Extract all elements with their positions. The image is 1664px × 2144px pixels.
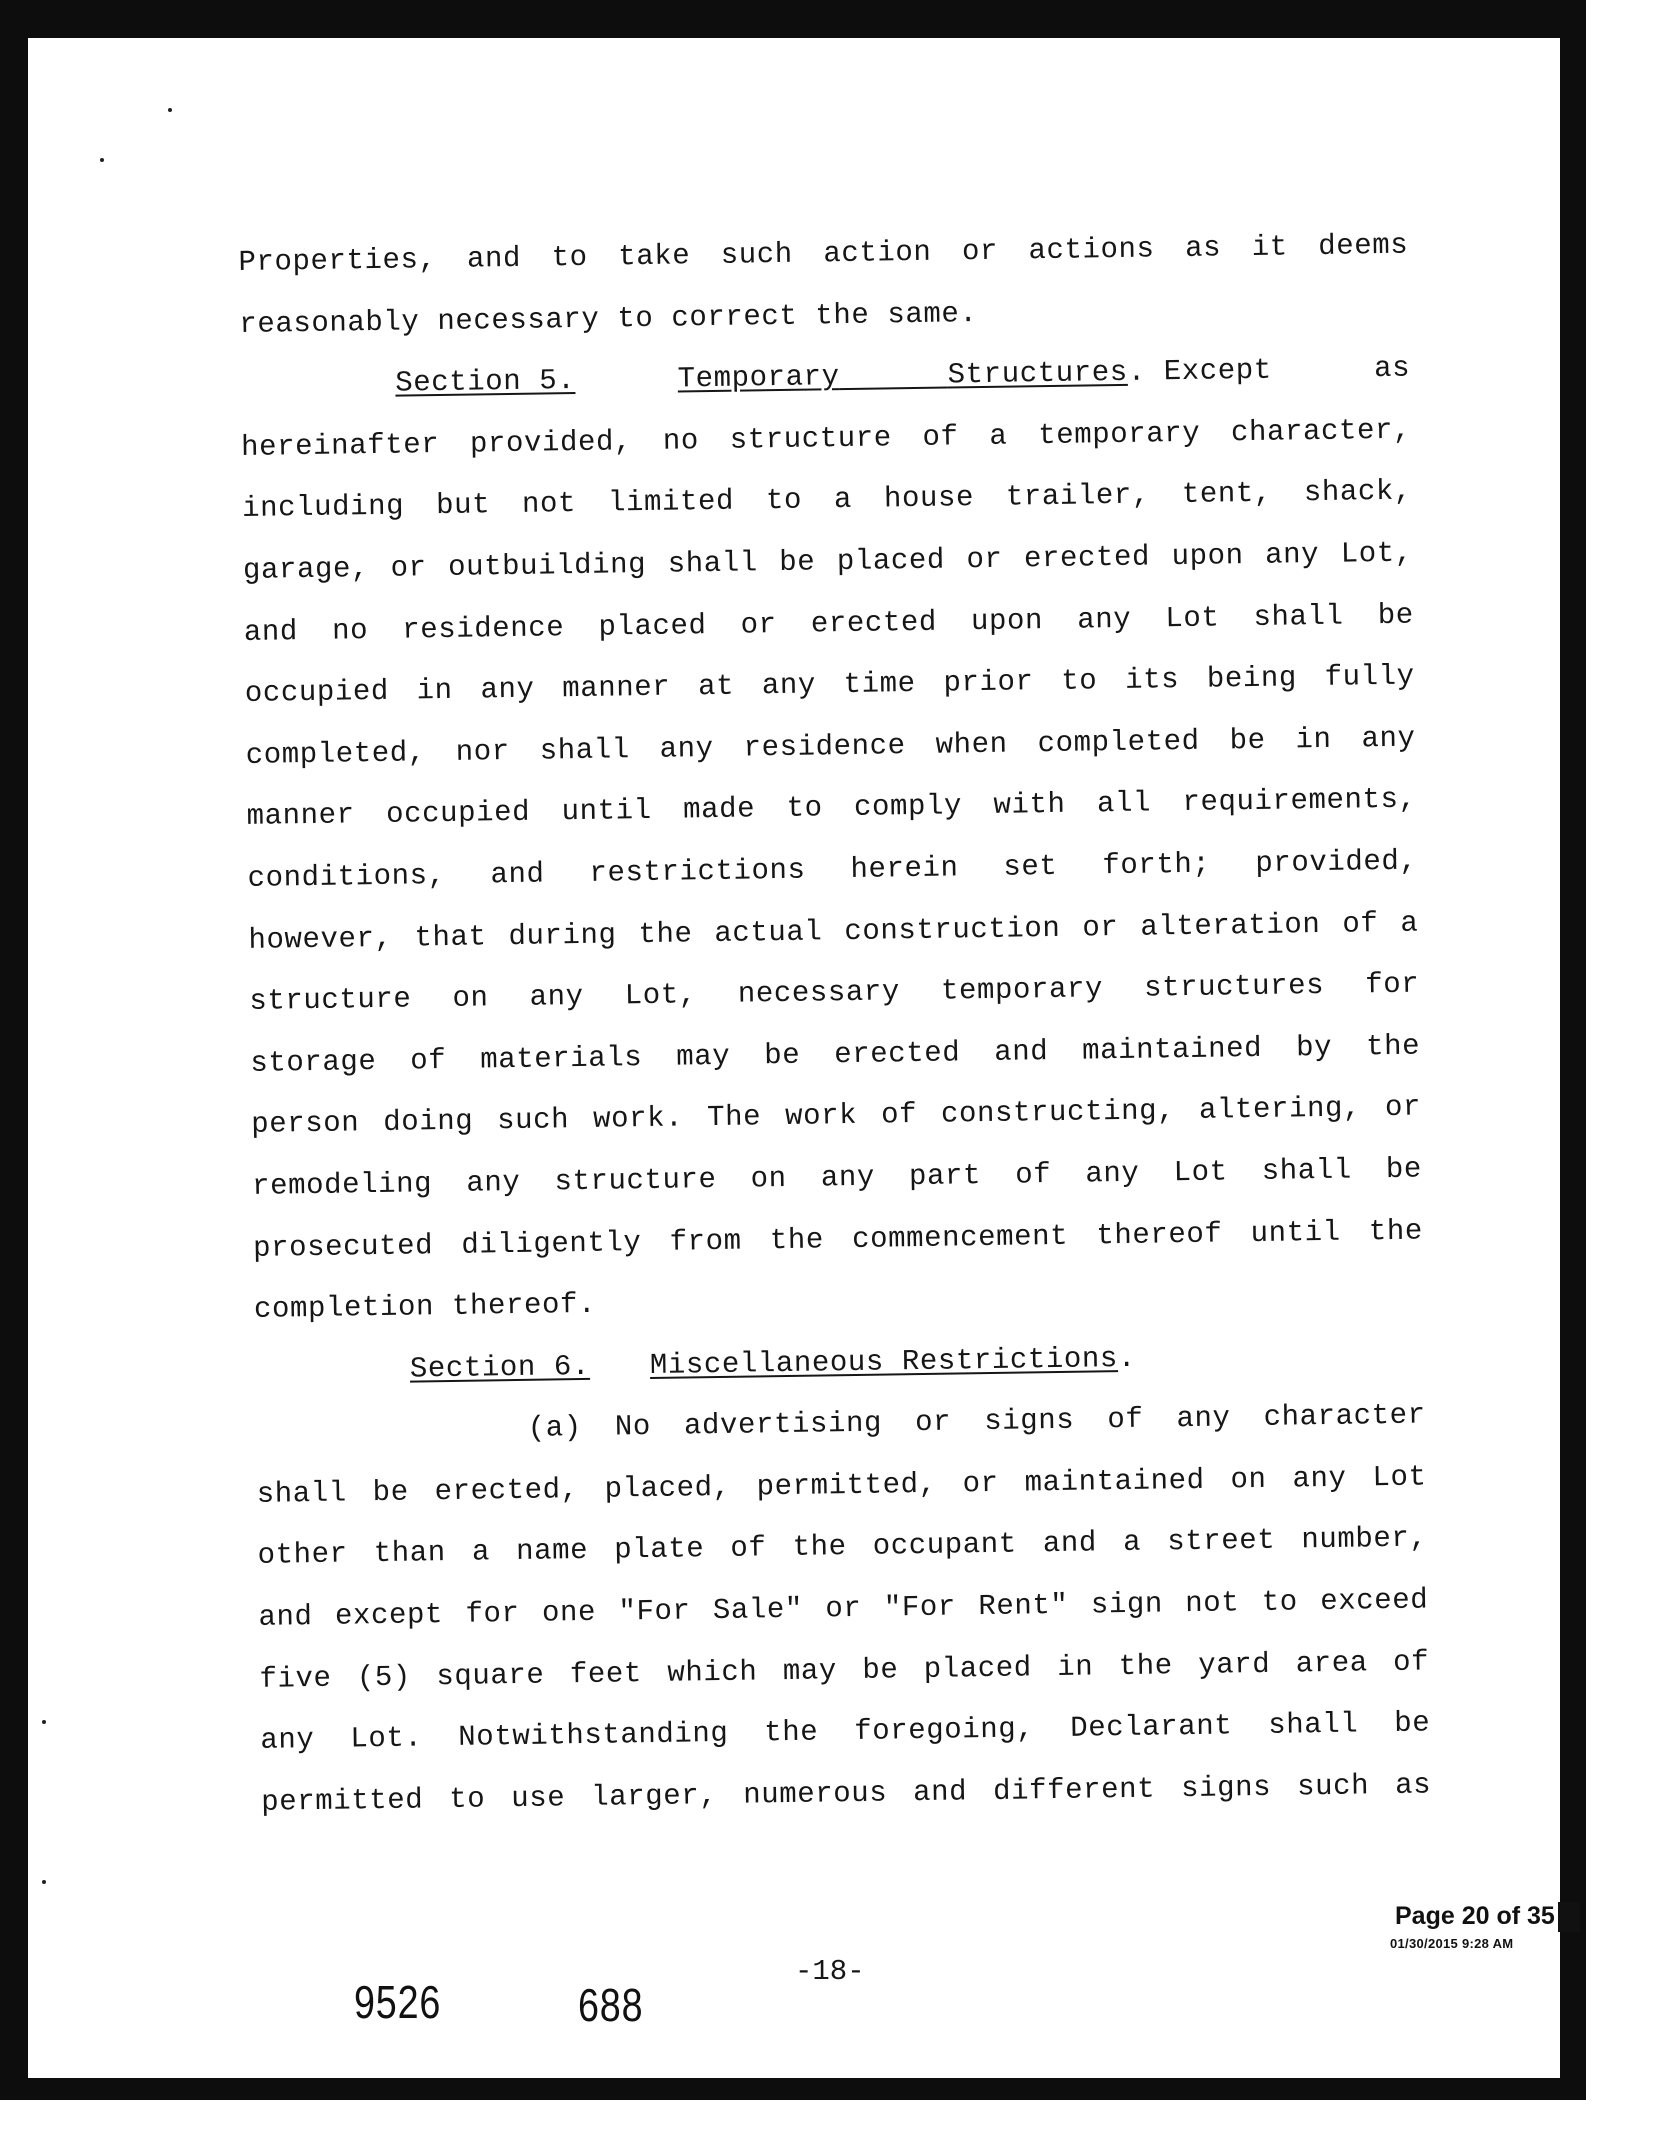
text-line: storage of materials may be erected and maintained by the xyxy=(250,1029,1421,1080)
text-line: structure on any Lot, necessary temporary structures for xyxy=(249,967,1420,1019)
section-number: Section 6. xyxy=(409,1349,591,1386)
scan-speck xyxy=(42,1720,46,1724)
scan-speck xyxy=(100,158,104,162)
section-title: Temporary xyxy=(677,360,840,396)
text-line: completion thereof. xyxy=(253,1287,597,1326)
scan-border-left xyxy=(0,0,28,2144)
section-title: Structures xyxy=(947,356,1128,392)
scan-border-top xyxy=(0,0,1575,38)
text-line: completed, nor shall any residence when completed be in any xyxy=(245,721,1416,772)
text-line: and no residence placed or erected upon any Lot shall be xyxy=(243,598,1414,649)
section-title: Miscellaneous Restrictions xyxy=(649,1341,1119,1382)
scan-speck xyxy=(168,108,172,112)
text-line: garage, or outbuilding shall be placed or erected upon any Lot, xyxy=(242,536,1413,587)
text-line: prosecuted diligently from the commencement thereof until the xyxy=(252,1214,1424,1265)
text-line: person doing such work. The work of constructing, altering, or xyxy=(250,1090,1422,1142)
scan-artifact xyxy=(1558,1902,1580,1932)
book-number: 9526 xyxy=(354,1976,442,2028)
document-body xyxy=(238,215,1432,1834)
text-line: other than a name plate of the occupant and a street number, xyxy=(257,1521,1428,1573)
text-line: Properties, and to take such action or actions as it deems xyxy=(238,228,1409,279)
scan-border-bottom xyxy=(0,2078,1586,2100)
text-line: permitted to use larger, numerous and different signs such as xyxy=(261,1768,1432,1819)
text-line: manner occupied until made to comply with all requirements, xyxy=(246,782,1417,834)
text-line: occupied in any manner at any time prior to its being fully xyxy=(244,659,1415,711)
text-line: conditions, and restrictions herein set forth; provided, xyxy=(247,844,1418,895)
section-number: Section 5. xyxy=(395,364,576,400)
section-6-heading: Section 6. Miscellaneous Restrictions . xyxy=(254,1323,1425,1402)
text-line: hereinafter provided, no structure of a temporary character, xyxy=(240,413,1412,464)
text-line: remodeling any structure on any part of any Lot shall be xyxy=(251,1152,1423,1203)
text-line: however, that during the actual construction or alteration of a xyxy=(248,906,1419,957)
scan-speck xyxy=(42,1880,46,1884)
section-5-heading: Section 5. Temporary Structures. Except as xyxy=(240,338,1411,417)
text-line: and except for one "For Sale" or "For Rent" sign not to exceed xyxy=(258,1583,1429,1634)
recording-page-number: 688 xyxy=(578,1979,644,2031)
text-line: any Lot. Notwithstanding the foregoing, Declarant shall be xyxy=(260,1706,1431,1758)
text-line: including but not limited to a house trailer, tent, shack, xyxy=(241,474,1413,526)
stamp-timestamp: 01/30/2015 9:28 AM xyxy=(1390,1936,1514,1951)
page-folio: -18- xyxy=(795,1955,865,1988)
text-line: shall be erected, placed, permitted, or maintained on any Lot xyxy=(256,1460,1427,1511)
text-line: (a) No advertising or signs of any character xyxy=(527,1398,1426,1446)
page-count-stamp: Page 20 of 35 xyxy=(1395,1902,1555,1930)
text-line: reasonably necessary to correct the same. xyxy=(239,296,978,341)
text-line: five (5) square feet which may be placed in the yard area of xyxy=(259,1645,1430,1696)
scan-border-right xyxy=(1560,0,1586,2100)
